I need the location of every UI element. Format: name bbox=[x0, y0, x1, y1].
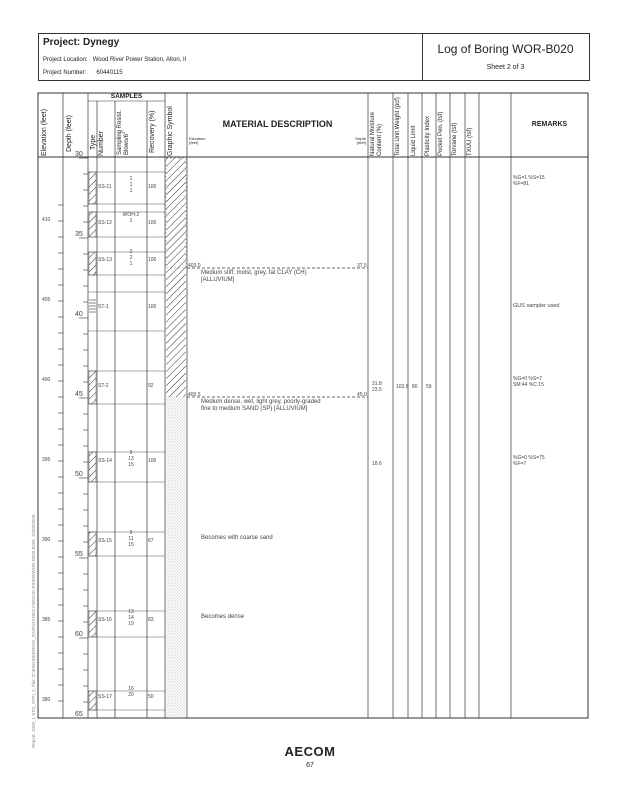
project-location: Project Location: Wood River Power Station, Alton, Il bbox=[43, 57, 186, 63]
log-title: Log of Boring WOR-B020 bbox=[437, 42, 574, 56]
unit-weight-value: 103.8 bbox=[396, 384, 409, 390]
sample-number: ST-2 bbox=[98, 383, 109, 389]
elevation-label: 410 bbox=[42, 217, 51, 223]
sample-blows: 16 20 bbox=[128, 686, 134, 698]
sample-blows: 1 1 1 bbox=[129, 176, 133, 194]
col-depth-header: Depth (feet) bbox=[66, 115, 73, 152]
remark: %G=0 %S=75 %F=7 bbox=[513, 455, 545, 467]
stratum-note: Becomes dense bbox=[201, 614, 245, 620]
elevation-label: 395 bbox=[42, 457, 51, 463]
sheet-number: Sheet 2 of 3 bbox=[486, 64, 525, 71]
sample-number: SS-13 bbox=[98, 257, 112, 263]
sample-recovery: 100 bbox=[148, 184, 157, 190]
depth-label: 50 bbox=[75, 471, 83, 478]
col-type-header: Type bbox=[90, 134, 97, 150]
col-moisture-header: Natural Moisture Content (%) bbox=[370, 111, 383, 156]
col-liquid-limit-header: Liquid Limit bbox=[411, 125, 417, 156]
plasticity-value: 59 bbox=[426, 384, 432, 390]
page-number: 67 bbox=[306, 762, 314, 769]
aecom-logo: AECOM bbox=[284, 744, 336, 759]
col-number-header: Number bbox=[98, 131, 105, 156]
stratum-depth: 37.5 bbox=[357, 263, 367, 269]
col-pocket-pen-header: Pocket Pen. (tsf) bbox=[438, 111, 444, 156]
sample-number: SS-14 bbox=[98, 458, 112, 464]
moisture-value: 18.6 bbox=[372, 461, 382, 467]
col-sampling-resist-header: Sampling Resist. Blows/6" bbox=[117, 109, 130, 155]
remark: %G=1 %S=15 %F=81 bbox=[513, 175, 545, 187]
elevation-label: 405 bbox=[42, 297, 51, 303]
depth-label: 65 bbox=[75, 711, 83, 718]
col-plasticity-header: Plasticity Index bbox=[425, 115, 431, 156]
sample-blows: 2 2 1 bbox=[129, 249, 133, 267]
col-torvane-header: Torvane (tsf) bbox=[452, 122, 458, 156]
depth-label: 60 bbox=[75, 631, 83, 638]
remarks-header: REMARKS bbox=[531, 121, 568, 128]
depth-label: 40 bbox=[75, 311, 83, 318]
elevation-label: 390 bbox=[42, 537, 51, 543]
depth-label: 55 bbox=[75, 551, 83, 558]
sample-blows: 9 13 15 bbox=[128, 450, 134, 468]
sample-number: SS-12 bbox=[98, 220, 112, 226]
depth-label: 30 bbox=[75, 151, 83, 158]
depth-subheader: Depth (feet) bbox=[355, 136, 366, 145]
sample-number: SS-16 bbox=[98, 617, 112, 623]
sample-recovery: 100 bbox=[148, 257, 157, 263]
col-recovery-header: Recovery (%) bbox=[149, 110, 156, 153]
samples-group-header: SAMPLES bbox=[110, 93, 143, 100]
remark: GUS sampler used bbox=[513, 303, 560, 309]
depth-label: 35 bbox=[75, 231, 83, 238]
elevation-label: 380 bbox=[42, 697, 51, 703]
col-unit-weight-header: Total Unit Weight (pcf) bbox=[395, 97, 401, 156]
stratum-depth: 45.0 bbox=[357, 392, 367, 398]
sample-recovery: 100 bbox=[148, 458, 157, 464]
sample-recovery: 83 bbox=[148, 617, 154, 623]
sample-number: ST-1 bbox=[98, 304, 109, 310]
sample-recovery: 100 bbox=[148, 220, 157, 226]
sample-blows: WOH-2 1 bbox=[122, 212, 140, 224]
col-elevation-header: Elevation (feet) bbox=[41, 108, 48, 156]
stratum-elevation: 403.0 bbox=[188, 263, 201, 269]
stratum-description: Medium dense, wet, light grey, poorly-graded fine to medium SAND (SP) [ALLUVIUM] bbox=[201, 399, 321, 412]
moisture-value: 31.8 23.5 bbox=[372, 381, 382, 393]
sample-recovery: 100 bbox=[148, 304, 157, 310]
stratum-description: Medium stiff, moist, grey, fat CLAY (CH) [ALLUVIUM] bbox=[201, 270, 307, 283]
remark: %G=0 %S=7 SM:44 %C:15 bbox=[513, 376, 544, 388]
project-title: Project: Dynegy bbox=[43, 37, 120, 48]
elevation-label: 385 bbox=[42, 617, 51, 623]
depth-label: 45 bbox=[75, 391, 83, 398]
sample-number: SS-11 bbox=[98, 184, 112, 190]
project-number: Project Number: 60440115 bbox=[43, 70, 123, 76]
col-graphic-header: Graphic Symbol bbox=[167, 106, 174, 156]
elevation-label: 400 bbox=[42, 377, 51, 383]
liquid-limit-value: 80 bbox=[412, 384, 418, 390]
sample-recovery: 67 bbox=[148, 538, 154, 544]
sample-recovery: 50 bbox=[148, 694, 154, 700]
col-txuu-header: TXUU (tsf) bbox=[467, 127, 473, 156]
stratum-elevation: 400.5 bbox=[188, 392, 201, 398]
stratum-note: Becomes with coarse sand bbox=[201, 535, 273, 541]
material-description-header: MATERIAL DESCRIPTION bbox=[222, 119, 333, 129]
sample-blows: 9 11 15 bbox=[128, 530, 134, 548]
elevation-subheader: Elevation (feet) bbox=[189, 136, 206, 145]
file-path-side-text: Report: 1028_1 STD_STPI_1, File: D:\ENGINEERING_DATA\DYNEGY\WOOD RIVER\WOR-B020.BOR, 12/03/2020 bbox=[31, 514, 36, 748]
sample-number: SS-17 bbox=[98, 694, 112, 700]
sample-number: SS-15 bbox=[98, 538, 112, 544]
sample-blows: 13 14 19 bbox=[128, 609, 134, 627]
sample-recovery: 92 bbox=[148, 383, 154, 389]
